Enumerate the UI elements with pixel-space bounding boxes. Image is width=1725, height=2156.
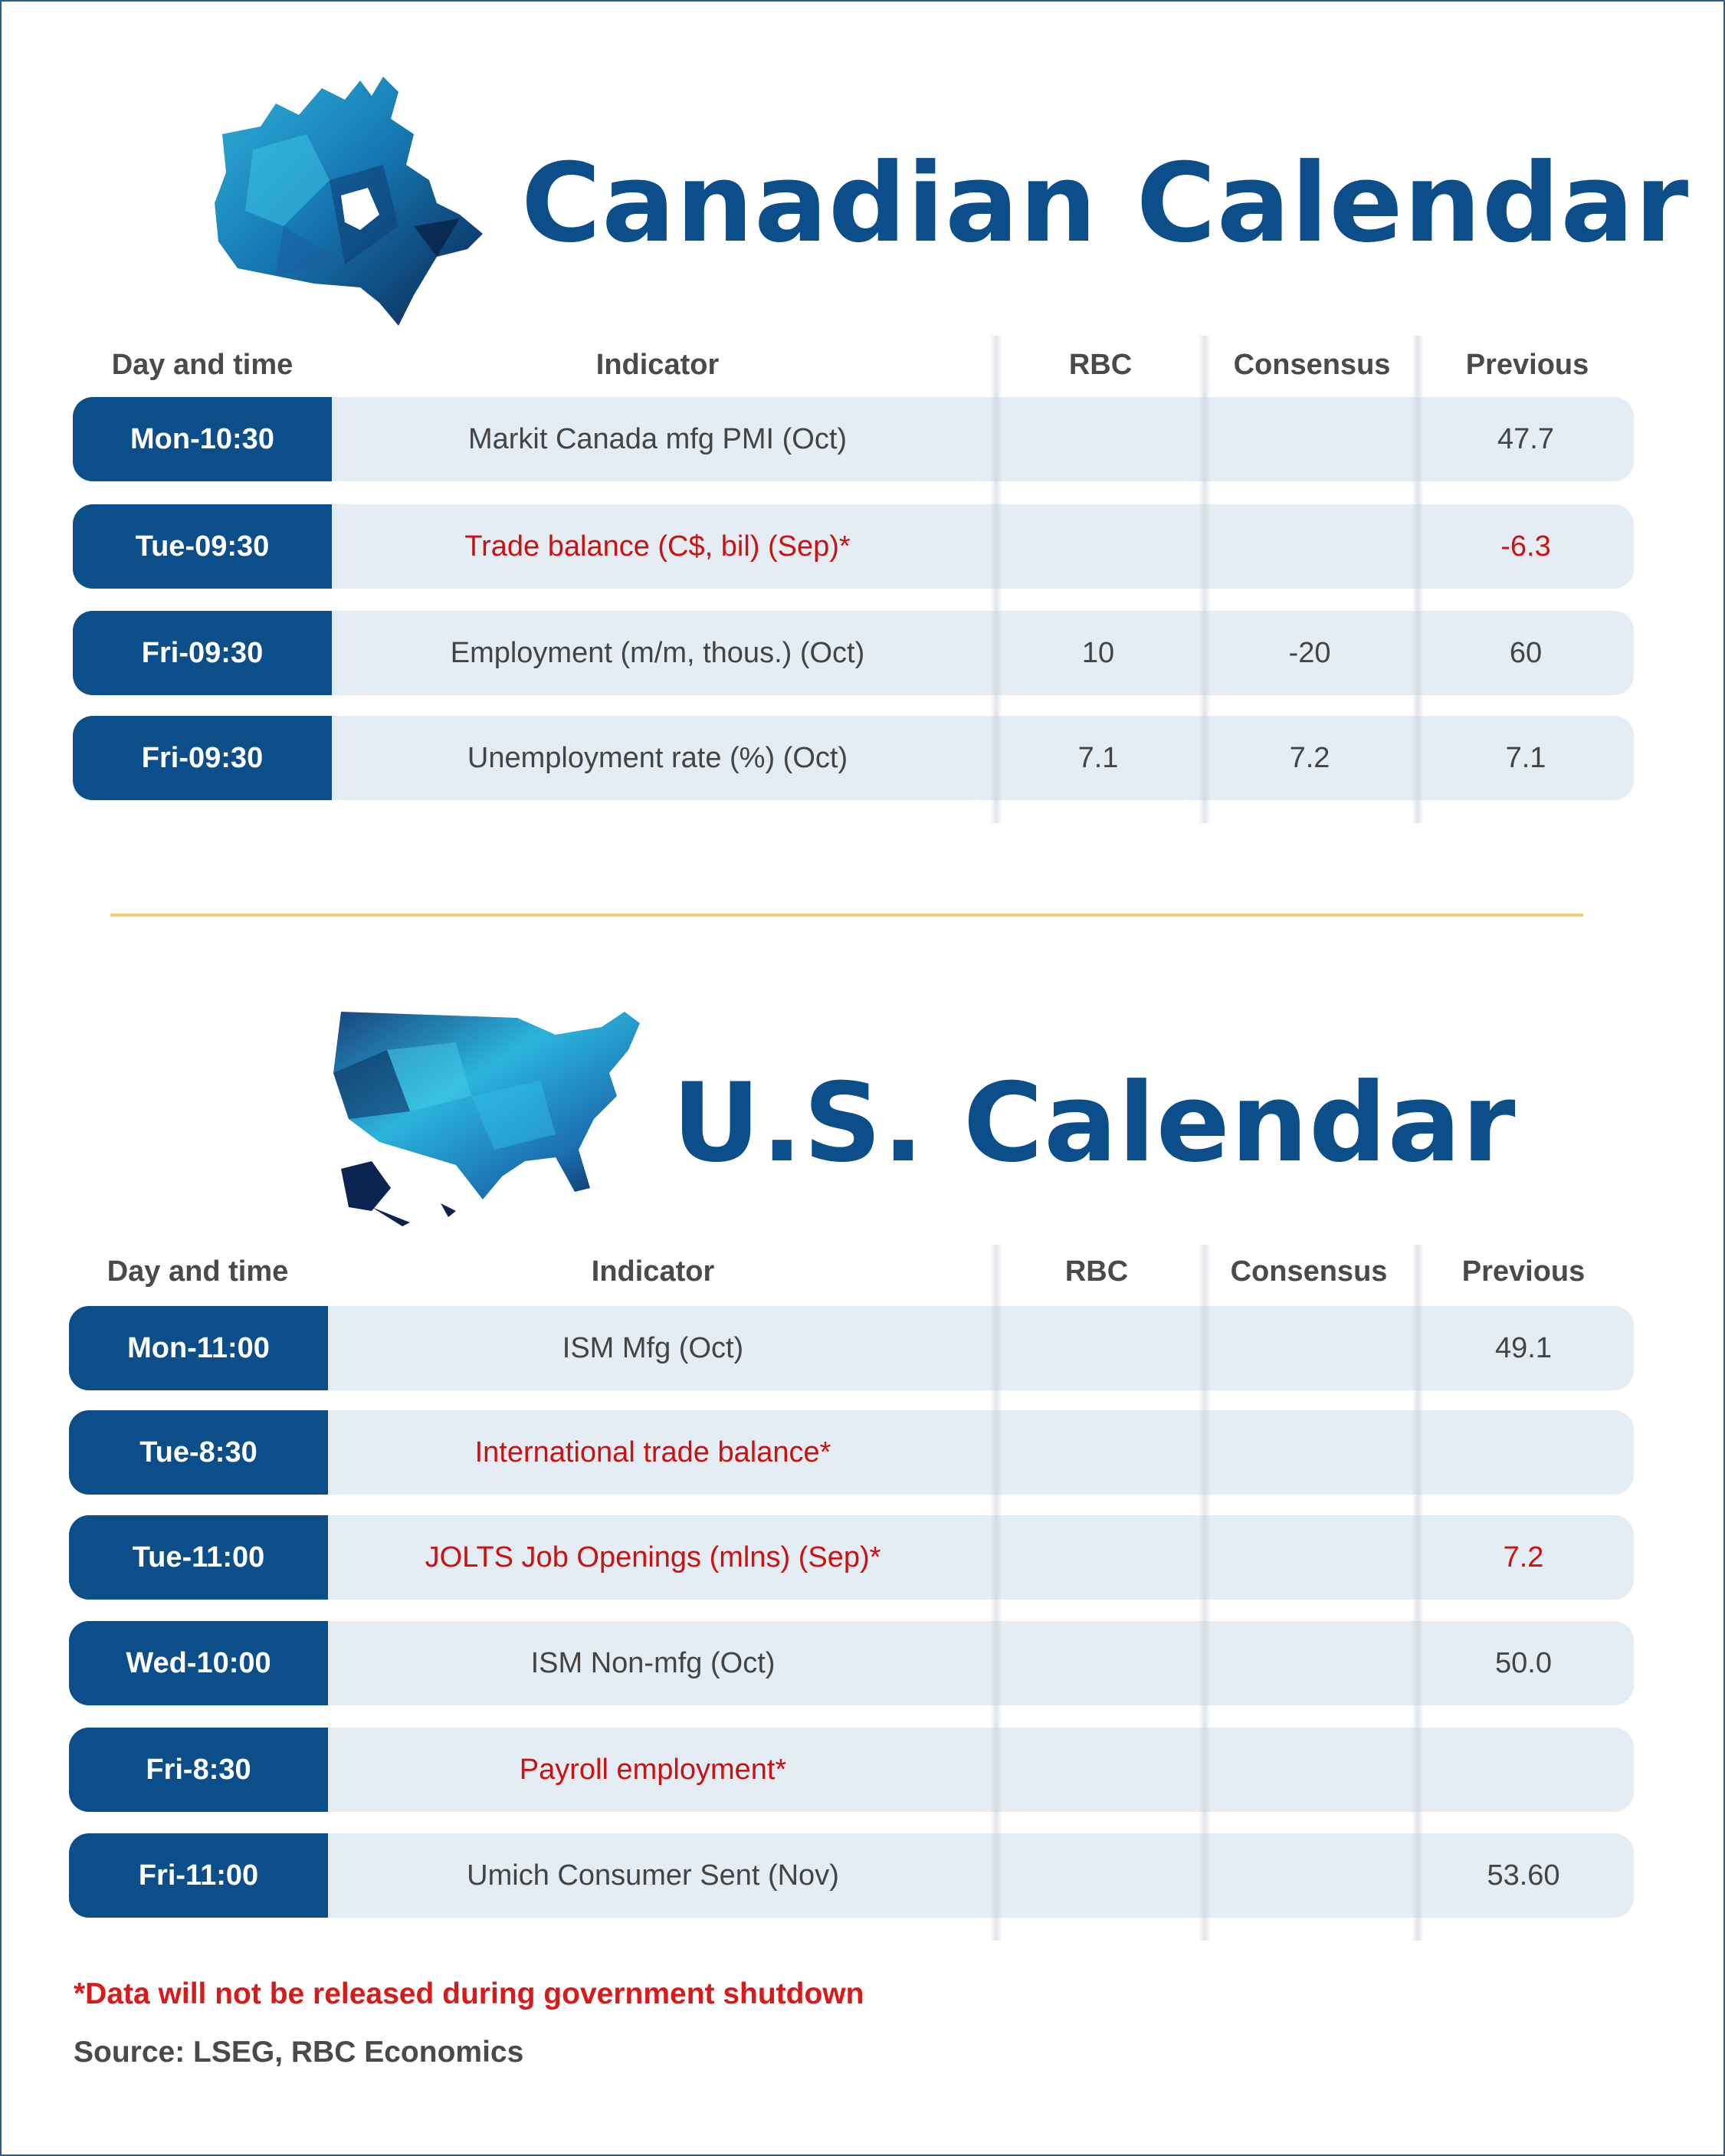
table-row [69, 1621, 1634, 1705]
table-row [73, 397, 1634, 481]
day-time-cell: Mon-11:00 [69, 1306, 328, 1390]
column-separator [990, 1245, 1002, 1941]
column-separator [990, 336, 1002, 823]
footnote: *Data will not be released during government shutdown [74, 1977, 864, 2010]
us-header [326, 1004, 1517, 1226]
previous-cell: 7.1 [1505, 741, 1546, 774]
table-row [69, 1515, 1634, 1600]
table-row [69, 1728, 1634, 1812]
canada-header [207, 73, 1689, 333]
header-day: Day and time [111, 349, 294, 381]
previous-cell: 47.7 [1497, 422, 1554, 455]
consensus-cell: -20 [1288, 636, 1331, 669]
column-separator [1412, 336, 1424, 823]
day-time-cell: Tue-09:30 [73, 504, 332, 589]
indicator-cell: Markit Canada mfg PMI (Oct) [467, 422, 848, 455]
table-row [73, 716, 1634, 800]
previous-cell: 49.1 [1495, 1331, 1552, 1364]
indicator-cell: Trade balance (C$, bil) (Sep)* [464, 530, 851, 563]
canada-column-headers [0, 349, 1725, 395]
previous-cell: 7.2 [1503, 1541, 1544, 1574]
indicator-cell: Umich Consumer Sent (Nov) [467, 1859, 839, 1892]
us-title: U.S. Calendar [672, 1059, 1517, 1186]
indicator-cell: Unemployment rate (%) (Oct) [467, 741, 848, 774]
table-row [69, 1306, 1634, 1390]
column-separator [1199, 336, 1211, 823]
day-time-cell: Fri-09:30 [73, 716, 332, 800]
header-indicator: Indicator [591, 1255, 715, 1288]
header-previous: Previous [1461, 1255, 1586, 1288]
header-consensus: Consensus [1233, 349, 1391, 381]
day-time-cell: Fri-11:00 [69, 1833, 328, 1918]
table-row [73, 504, 1634, 589]
day-time-cell: Mon-10:30 [73, 397, 332, 481]
day-time-cell: Wed-10:00 [69, 1621, 328, 1705]
us-column-headers [0, 1255, 1725, 1301]
previous-cell: -6.3 [1500, 530, 1551, 563]
previous-cell: 60 [1509, 636, 1543, 669]
rbc-cell: 7.1 [1077, 741, 1119, 774]
canada-map-icon [207, 73, 513, 333]
canada-title: Canadian Calendar [521, 139, 1690, 267]
column-separator [1199, 1245, 1211, 1941]
indicator-cell: ISM Mfg (Oct) [562, 1331, 744, 1364]
day-time-cell: Fri-09:30 [73, 611, 332, 695]
indicator-cell: JOLTS Job Openings (mlns) (Sep)* [425, 1541, 881, 1574]
previous-cell: 50.0 [1495, 1646, 1552, 1679]
us-map-icon [326, 1004, 663, 1226]
header-indicator: Indicator [595, 349, 720, 381]
table-row [69, 1833, 1634, 1918]
column-separator [1412, 1245, 1424, 1941]
consensus-cell: 7.2 [1289, 741, 1330, 774]
day-time-cell: Tue-11:00 [69, 1515, 328, 1600]
indicator-cell: International trade balance* [474, 1436, 831, 1469]
header-previous: Previous [1465, 349, 1589, 381]
previous-cell: 53.60 [1487, 1859, 1560, 1892]
indicator-cell: ISM Non-mfg (Oct) [530, 1646, 776, 1679]
header-rbc: RBC [1068, 349, 1133, 381]
header-day: Day and time [107, 1255, 289, 1288]
day-time-cell: Fri-8:30 [69, 1728, 328, 1812]
table-row [69, 1410, 1634, 1495]
source-note: Source: LSEG, RBC Economics [74, 2036, 524, 2069]
rbc-cell: 10 [1081, 636, 1115, 669]
table-row [73, 611, 1634, 695]
header-rbc: RBC [1064, 1255, 1129, 1288]
indicator-cell: Employment (m/m, thous.) (Oct) [450, 636, 865, 669]
section-divider [110, 914, 1583, 917]
day-time-cell: Tue-8:30 [69, 1410, 328, 1495]
header-consensus: Consensus [1230, 1255, 1388, 1288]
indicator-cell: Payroll employment* [519, 1753, 787, 1786]
